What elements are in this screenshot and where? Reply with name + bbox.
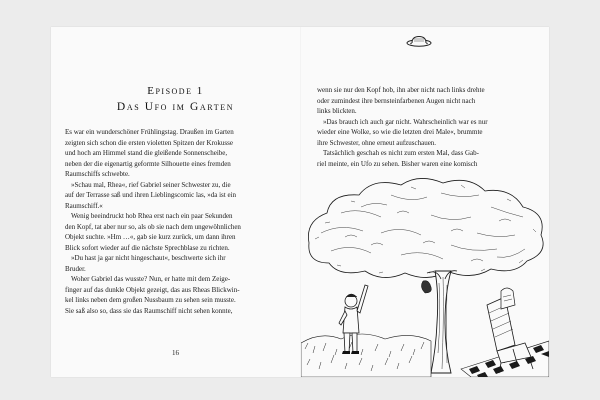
left-text-line: »Schau mal, Rhea«, rief Gabriel seiner Schwester zu, die (71, 180, 231, 189)
right-text-line: wenn sie nur den Kopf hob, ihn aber nicht nach links drehte (317, 86, 485, 94)
right-page-body-text (317, 85, 539, 169)
right-text-line: Tatsächlich geschah es nicht zum ersten Mal, dass Gab- (323, 149, 479, 157)
right-text-line: links blickten. (317, 107, 357, 115)
right-text-line: riel meinte, ein Ufo zu sehen. Bisher waren eine komisch (317, 159, 478, 168)
book-spread (51, 27, 549, 377)
left-text-line: Raumschiffs schwebte. (65, 170, 130, 178)
left-text-line: zeigten sich schon die ersten violetten Spitzen der Krokusse (65, 138, 233, 147)
chapter-title: Das Ufo im Garten (116, 101, 235, 113)
episode-heading: Episode 1 (147, 85, 204, 97)
left-page (51, 27, 300, 377)
right-text-line: ihre Schwester, ohne erneut aufzuschauen. (317, 138, 437, 147)
left-text-line: »Du hast ja gar nicht hingeschaut«, beschwerte sich ihr (71, 254, 226, 262)
left-text-line: neben der die eigenartig geformte Silhouette eines fremden (65, 159, 231, 168)
left-text-line: Sie saß also so, dass sie das Raumschiff nicht sehen konnte, (65, 306, 233, 315)
left-text-line: Raumschiff.« (65, 201, 103, 210)
ufo-icon (405, 35, 433, 49)
right-text-line: oder zumindest ihre bernsteinfarbenen Augen nicht nach (317, 96, 476, 105)
left-page-body-text (65, 127, 287, 316)
right-page (301, 27, 549, 377)
garden-illustration (301, 173, 549, 377)
left-text-line: Woher Gabriel das wusste? Nun, er hatte mit dem Zeige- (71, 275, 231, 283)
left-text-line: kel links neben dem großen Nussbaum zu sehen sein musste. (65, 296, 236, 304)
left-text-line: Es war ein wunderschöner Frühlingstag. Draußen im Garten (65, 128, 234, 136)
left-text-line: auf der Terrasse saß und ihren Lieblingscomic las, »da ist ein (65, 191, 237, 199)
left-text-line: finger auf das dunkle Objekt gezeigt, das aus Rheas Blickwin- (65, 285, 240, 294)
right-text-line: »Das brauch ich auch gar nicht. Wahrscheinlich war es nur (323, 117, 488, 126)
page-number: 16 (172, 349, 179, 357)
left-text-line: den Kopf, tat aber nur so, als ob sie nach dem ungewöhnlichen (65, 222, 241, 231)
left-text-line: Objekt suchte. »Hm …«, gab sie kurz zurück, um dann ihren (65, 233, 236, 241)
right-text-line: wieder eine Wolke, so wie die letzten drei Male«, brummte (317, 128, 483, 136)
left-text-line: Blick sofort wieder auf die nächste Sprechblase zu richten. (65, 243, 230, 252)
left-text-line: Wenig beeindruckt hob Rhea erst nach ein paar Sekunden (71, 212, 233, 220)
left-text-line: Bruder. (65, 264, 86, 273)
left-text-line: und hoch am Himmel stand die gleißende Sonnenscheibe, (65, 149, 228, 157)
